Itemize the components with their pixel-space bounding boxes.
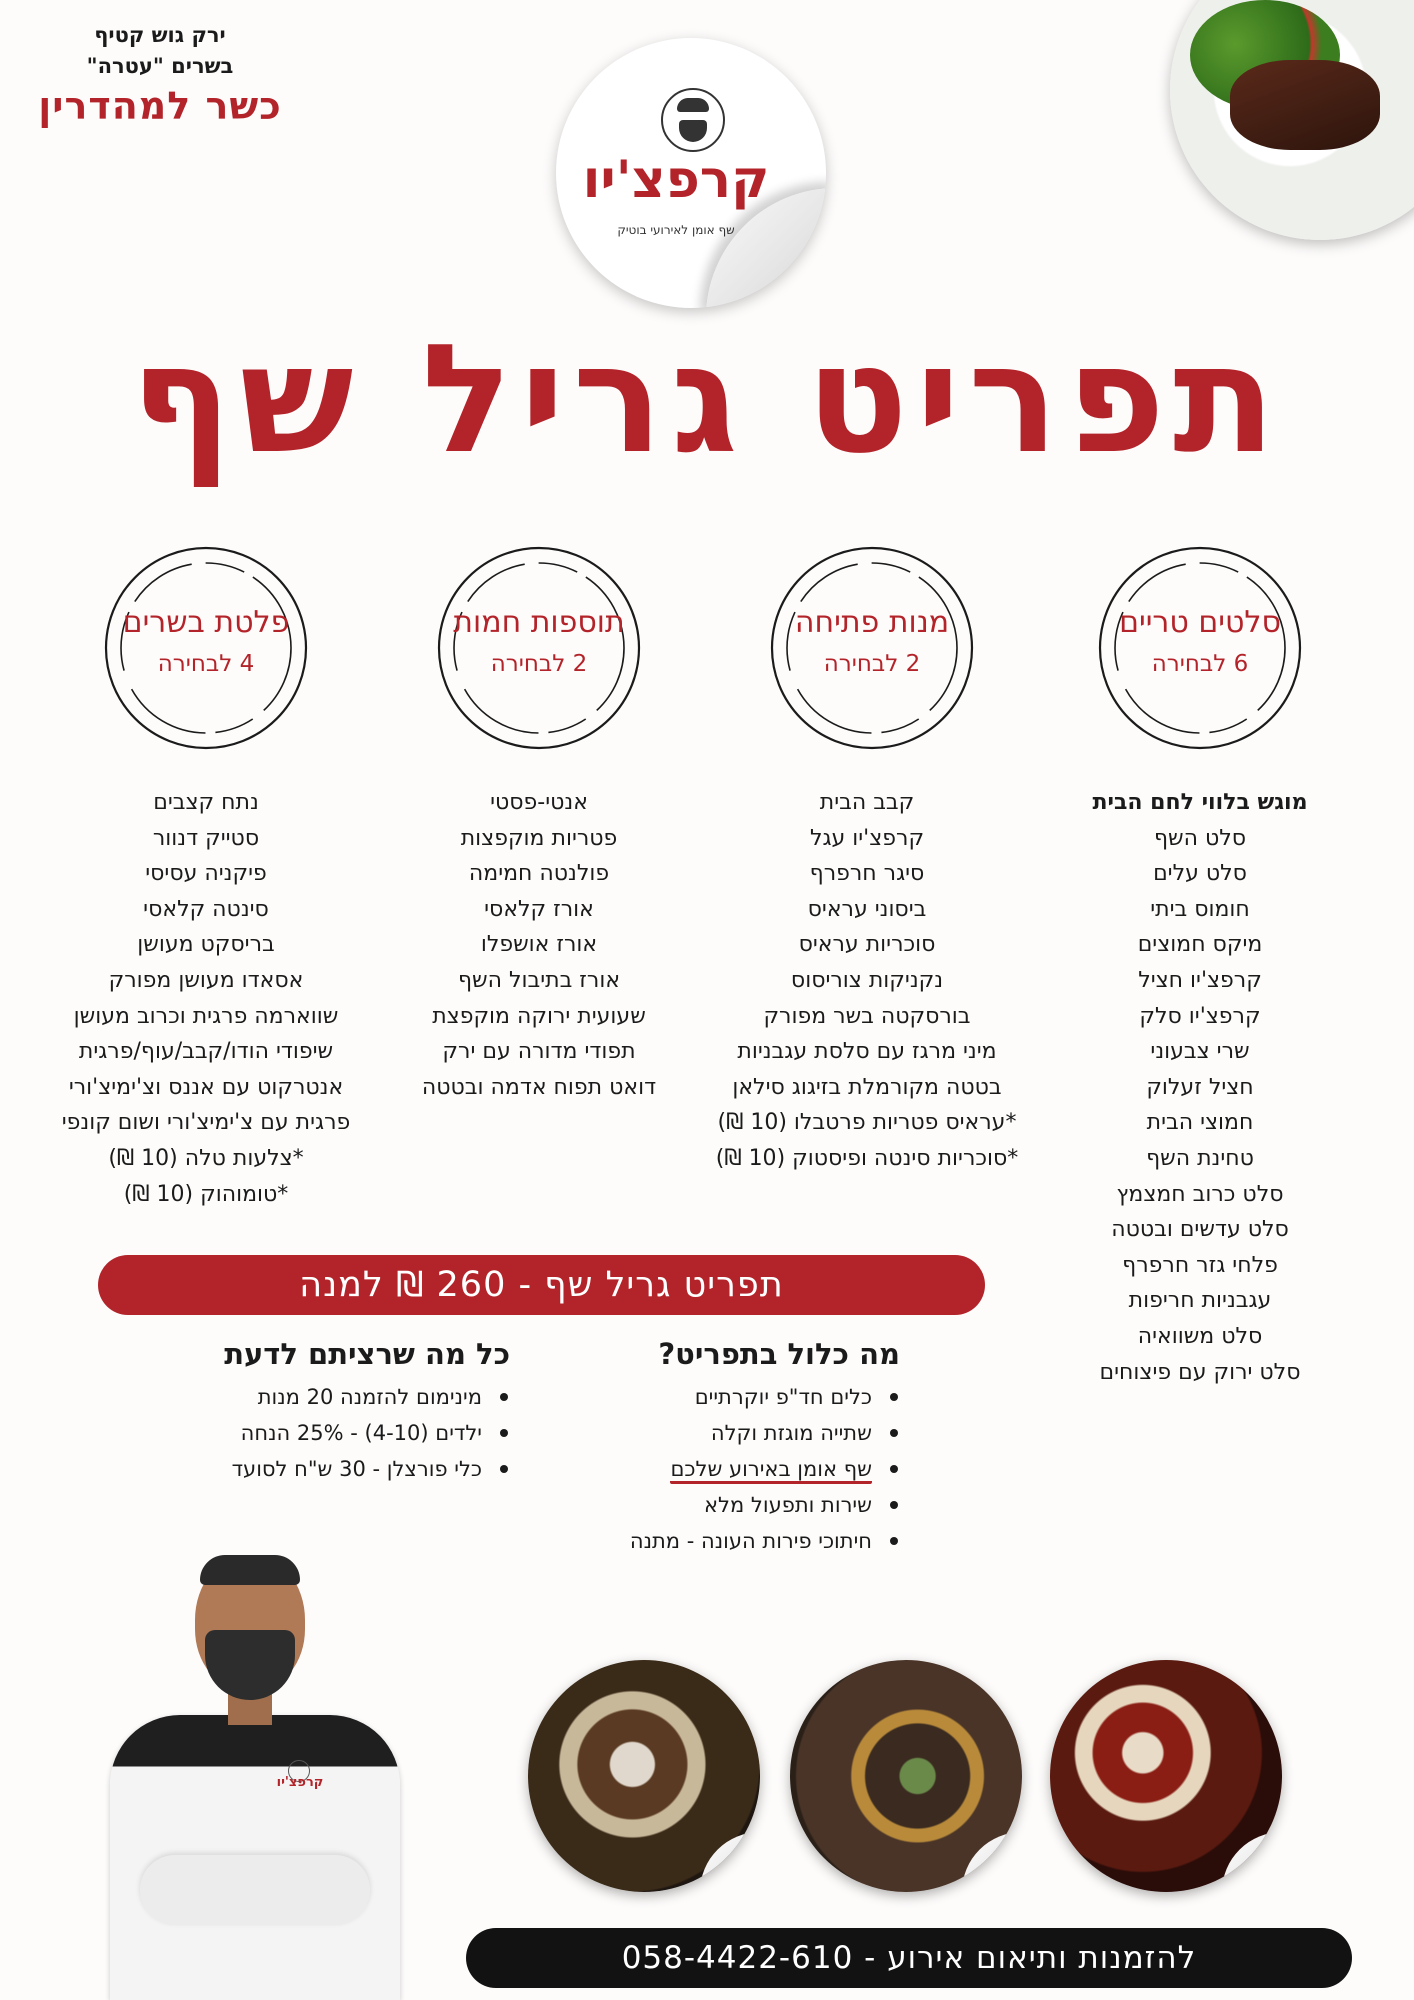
list-item: שיפודי הודו/קבב/עוף/פרגית — [78, 1039, 334, 1065]
included-list — [560, 1379, 900, 1559]
list-item: סלט משוואיה — [1137, 1323, 1263, 1349]
list-item: פרגית עם צ'ימיצ'ורי ושום קונפי — [61, 1110, 351, 1136]
kosher-line-vegetables: ירק גוש קטיף — [94, 23, 226, 47]
list-item: סלט עלים — [1153, 861, 1247, 887]
category-fresh-salads — [1095, 543, 1305, 753]
list-item: תפודי מדורה עם ירק — [442, 1039, 636, 1065]
list-item: חמוצי הבית — [1146, 1110, 1254, 1136]
list-item: סלט השף — [1153, 825, 1247, 851]
list-item: נתח קצבים — [153, 790, 259, 815]
list-item: אנטרקוט עם אננס וצ'ימיצ'ורי — [68, 1074, 344, 1100]
list-item: פלחי גזר חרפרף — [1122, 1252, 1278, 1278]
category-name: סלטים טריים — [1119, 605, 1281, 640]
list-item: חיתוכי פירות העונה - מתנה — [560, 1523, 900, 1559]
list-item: פולנטה חמימה — [468, 861, 610, 887]
included-heading: מה כלול בתפריט? — [658, 1337, 900, 1371]
info-section — [160, 1337, 510, 1487]
chef-portrait-logo-icon — [661, 88, 725, 152]
kosher-line-certification: כשר למהדרין — [38, 84, 282, 128]
chef-coat-logo: קרפצ'יו — [276, 1775, 324, 1790]
list-item: חומוס ביתי — [1150, 896, 1250, 922]
list-item: ביסוני עראיס — [807, 896, 927, 922]
chef-photo — [110, 1555, 400, 2000]
category-name: מנות פתיחה — [794, 605, 950, 640]
list-item: סינטה קלאסי — [143, 896, 269, 922]
category-name: פלטת בשרים — [122, 605, 290, 640]
category-starters — [767, 543, 977, 753]
list-item: כלי פורצלן - 30 ש"ח לסועד — [160, 1451, 510, 1487]
steak-salad-plate-photo — [1170, 0, 1414, 240]
info-list — [160, 1379, 510, 1487]
list-item: קרפצ'יו עגל — [809, 825, 925, 851]
list-item: *צלעות טלה (10 ₪) — [108, 1145, 304, 1171]
list-item: דואט תפוח אדמה ובטטה — [421, 1074, 657, 1100]
list-item: בריסקט מעושן — [137, 932, 275, 958]
garlic-grill-photo — [1050, 1660, 1282, 1892]
list-item: פטריות מוקפצות — [460, 825, 618, 851]
list-item: עגבניות חריפות — [1128, 1288, 1272, 1314]
meat-platter-list — [41, 785, 371, 1212]
list-item: *טומוהוק (10 ₪) — [123, 1181, 289, 1207]
list-item: אנטי-פסטי — [490, 790, 588, 815]
list-item: חציל זעלוק — [1146, 1074, 1254, 1100]
starters-list — [702, 785, 1032, 1177]
list-item: ילדים (4-10) - 25% הנחה — [160, 1415, 510, 1451]
roasted-vegetables-photo — [528, 1660, 760, 1892]
list-item: *סוכריות סינטה ופיסטוק (10 ₪) — [715, 1145, 1019, 1171]
list-item: סלט כרוב חמצמץ — [1116, 1181, 1284, 1207]
list-item: אורז קלאסי — [484, 896, 594, 922]
chef-at-event-text: שף אומן באירוע שלכם — [670, 1457, 872, 1484]
info-heading: כל מה שרציתם לדעת — [224, 1337, 510, 1371]
list-item: מינימום להזמנה 20 מנות — [160, 1379, 510, 1415]
list-item: אורז בתיבול השף — [457, 967, 621, 993]
list-item: *עראיס פטריות פרטבלו (10 ₪) — [717, 1110, 1017, 1136]
list-item: שעועית ירוקה מוקפצת — [432, 1003, 646, 1029]
category-name: תוספות חמות — [453, 605, 625, 640]
list-item: בורסקטה בשר מפורק — [763, 1003, 971, 1029]
list-item: כלים חד"פ יוקרתיים — [560, 1379, 900, 1415]
brand-logo-sticker — [556, 38, 826, 308]
list-item: פיקניה עסיסי — [145, 861, 267, 887]
list-item: קרפצ'יו חציל — [1138, 967, 1262, 993]
list-item: קבב הבית — [819, 790, 915, 815]
category-count: 2 לבחירה — [490, 651, 588, 677]
list-item: נקניקות צוריסוס — [790, 967, 944, 993]
list-item: מיני מרגז עם סלסת עגבניות — [737, 1039, 997, 1065]
list-item: סיגר חרפרף — [809, 861, 925, 887]
list-item: טחינת השף — [1146, 1145, 1254, 1171]
list-item: בטטה מקורמלת בזיגוג סילאן — [732, 1074, 1002, 1100]
brand-name: קרפצ'יו — [582, 150, 770, 210]
salads-list — [1035, 785, 1365, 1390]
category-count: 2 לבחירה — [823, 651, 921, 677]
category-hot-sides — [434, 543, 644, 753]
list-item: סלט ירוק עם פיצוחים — [1099, 1359, 1301, 1385]
price-banner: תפריט גריל שף - 260 ₪ למנה — [98, 1255, 985, 1315]
brand-tagline: שף אומן לאירועי בוטיק — [617, 223, 735, 237]
meat-dish-photo — [790, 1660, 1022, 1892]
list-item: שווארמה פרגית וכרוב מעושן — [73, 1003, 339, 1029]
list-item: אסאדו מעושן מפורק — [108, 967, 304, 993]
list-item: שרי צבעוני — [1150, 1039, 1250, 1065]
list-item: אורז אושפלו — [480, 932, 598, 958]
kosher-block — [30, 20, 290, 130]
list-item — [560, 1451, 900, 1487]
salads-intro: מוגש בלווי לחם הבית — [1092, 790, 1308, 815]
list-item: מיקס חמוצים — [1137, 932, 1263, 958]
list-item: סלט עדשים ובטטה — [1111, 1217, 1289, 1243]
category-count: 6 לבחירה — [1151, 651, 1249, 677]
page-title: תפריט גריל שף — [130, 313, 1284, 487]
list-item: קרפצ'יו סלק — [1139, 1003, 1261, 1029]
list-item: סטייק דנוור — [152, 825, 260, 851]
list-item: שירות ותפעול מלא — [560, 1487, 900, 1523]
list-item: שתייה מוגזת וקלה — [560, 1415, 900, 1451]
hot-sides-list — [374, 785, 704, 1105]
contact-footer[interactable]: להזמנות ותיאום אירוע - 058-4422-610 — [466, 1928, 1352, 1988]
category-meat-platter — [101, 543, 311, 753]
category-count: 4 לבחירה — [157, 651, 255, 677]
included-section — [560, 1337, 900, 1559]
kosher-line-meat: בשרים "עטרה" — [86, 54, 234, 78]
list-item: סוכריות עראיס — [798, 932, 936, 958]
